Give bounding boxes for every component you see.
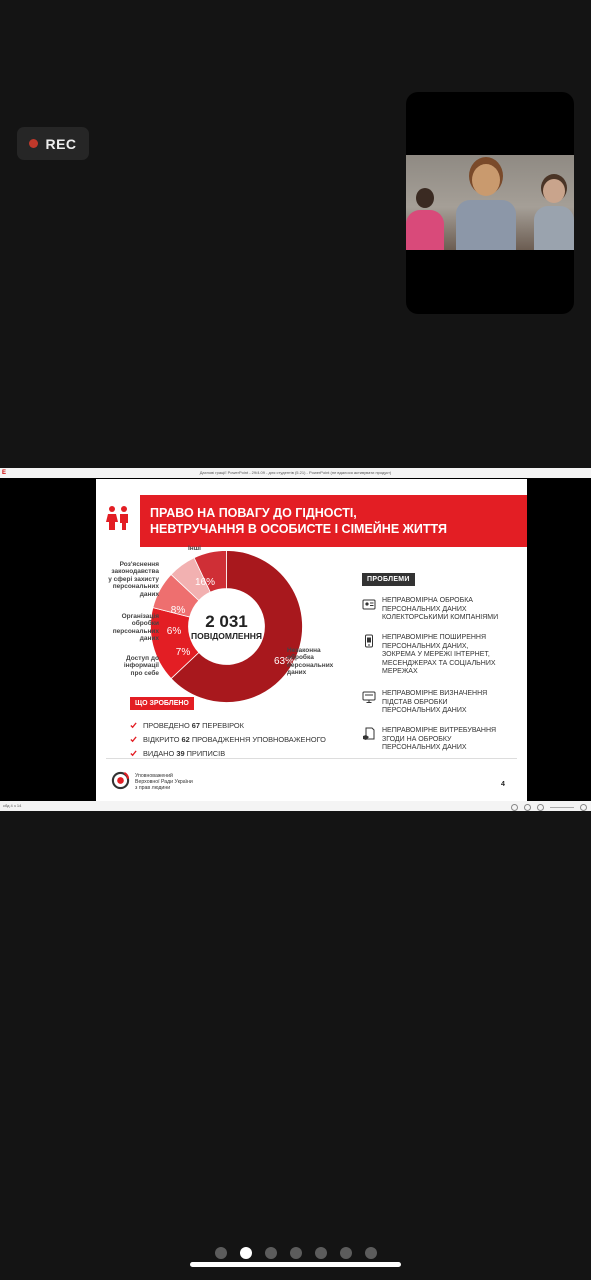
slice-label-7: 7%	[175, 647, 191, 658]
category-label-explanation: Роз'яснення законодавства у сфері захисту персональних даних	[108, 561, 159, 598]
app-bar-title: Дахнові граціїї PowerPoint - 29/4.09 - для студентів (5.21) - PowerPoint (не вдалося активувати продукт)	[199, 470, 392, 475]
check-icon	[130, 736, 137, 743]
view-reading-icon[interactable]	[524, 804, 531, 811]
monitor-icon	[362, 690, 376, 704]
zoom-out-icon[interactable]	[537, 804, 544, 811]
category-label-other: Інші	[188, 545, 201, 552]
page-dot-3[interactable]	[265, 1247, 277, 1259]
slice-label-8: 8%	[170, 605, 186, 616]
slice-label-6: 6%	[166, 626, 182, 637]
page-dot-2[interactable]	[240, 1247, 252, 1259]
donut-total: 2 031	[205, 612, 248, 631]
ombudsman-name: Уповноважений Верховної Ради України з прав людини	[135, 773, 193, 791]
donut-caption: ПОВІДОМЛЕННЯ	[191, 631, 262, 641]
problem-item-3: НЕПРАВОМІРНЕ ВИЗНАЧЕННЯ ПІДСТАВ ОБРОБКИ ПЕРСОНАЛЬНИХ ДАНИХ	[362, 690, 522, 716]
participant-right	[534, 179, 574, 250]
presentation-status-bar	[0, 801, 591, 811]
slice-label-16: 16%	[194, 577, 216, 588]
id-card-icon	[362, 597, 376, 611]
participant-video-tile[interactable]	[406, 92, 574, 314]
check-icon	[130, 722, 137, 729]
done-heading: ЩО ЗРОБЛЕНО	[130, 697, 194, 710]
problem-item-2: НЕПРАВОМІРНЕ ПОШИРЕННЯ ПЕРСОНАЛЬНИХ ДАНИХ, ЗОКРЕМА У МЕРЕЖІ ІНТЕРНЕТ, МЕСЕНДЖЕРАХ ТА СОЦІАЛЬНИХ МЕРЕЖАХ	[362, 634, 522, 677]
zoom-in-icon[interactable]	[580, 804, 587, 811]
slide-counter: сбд 4 з 14	[3, 803, 22, 808]
zoom-slider[interactable]	[550, 807, 574, 808]
slide-title-line2: НЕВТРУЧАННЯ В ОСОБИСТЕ І СІМЕЙНЕ ЖИТТЯ	[150, 522, 448, 536]
category-label-organization: Організація обробки персональних даних	[112, 613, 159, 643]
problem-item-1: НЕПРАВОМІРНА ОБРОБКА ПЕРСОНАЛЬНИХ ДАНИХ КОЛЕКТОРСЬКИМИ КОМПАНІЯМИ	[362, 597, 522, 623]
people-icon	[105, 505, 131, 531]
presentation-slide	[96, 479, 527, 801]
home-indicator[interactable]	[190, 1262, 401, 1267]
presentation-app-bar	[0, 468, 591, 478]
view-controls[interactable]	[511, 804, 587, 811]
donut-chart	[149, 549, 304, 704]
done-item-2: ВІДКРИТО 62 ПРОВАДЖЕННЯ УПОВНОВАЖЕНОГО	[130, 735, 326, 744]
page-indicator[interactable]	[0, 1247, 591, 1259]
problem-item-4: НЕПРАВОМІРНЕ ВИТРЕБУВАННЯ ЗГОДИ НА ОБРОБКУ ПЕРСОНАЛЬНИХ ДАНИХ	[362, 727, 522, 753]
footer-divider	[106, 758, 517, 759]
slice-label-63: 63%	[273, 656, 295, 667]
done-item-1: ПРОВЕДЕНО 67 ПЕРЕВІРОК	[130, 721, 244, 730]
rec-label: REC	[45, 135, 77, 152]
page-dot-5[interactable]	[315, 1247, 327, 1259]
participant-video-feed	[406, 155, 574, 250]
category-label-access: Доступ до інформації про себе	[123, 655, 159, 677]
document-hand-icon	[362, 727, 376, 741]
page-dot-4[interactable]	[290, 1247, 302, 1259]
recording-indicator	[17, 127, 89, 160]
participant-center	[456, 164, 516, 250]
app-bar-letter: E	[2, 470, 7, 476]
page-dot-1[interactable]	[215, 1247, 227, 1259]
page-dot-7[interactable]	[365, 1247, 377, 1259]
check-icon	[130, 750, 137, 757]
page-dot-6[interactable]	[340, 1247, 352, 1259]
ombudsman-logo-icon	[111, 771, 130, 790]
view-normal-icon[interactable]	[511, 804, 518, 811]
problems-heading: ПРОБЛЕМИ	[362, 573, 415, 586]
slide-page-number: 4	[501, 781, 505, 788]
category-label-illegal-processing: Незаконна обробка персональних даних	[287, 647, 334, 677]
slide-title-line1: ПРАВО НА ПОВАГУ ДО ГІДНОСТІ,	[150, 506, 357, 520]
smartphone-icon	[362, 634, 376, 648]
record-dot-icon	[29, 139, 38, 148]
participant-left	[406, 188, 444, 250]
slide-title	[140, 495, 527, 547]
shared-screen	[0, 468, 591, 811]
done-item-3: ВИДАНО 39 ПРИПИСІВ	[130, 749, 225, 758]
